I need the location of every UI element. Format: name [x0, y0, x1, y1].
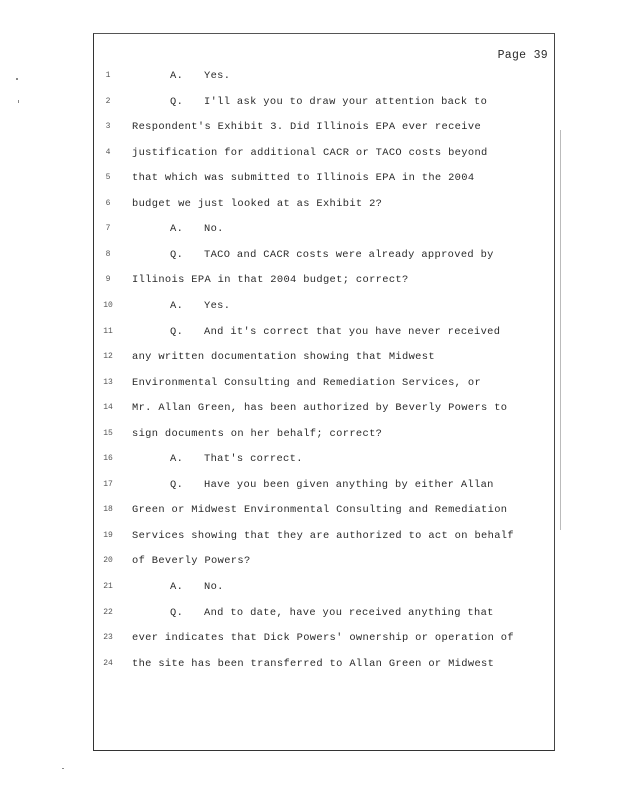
- line-number: 5: [105, 173, 111, 183]
- line-text: [170, 475, 494, 495]
- line-body: Mr. Allan Green, has been authorized by Beverly Powers to: [132, 402, 508, 415]
- line-number: 24: [103, 658, 113, 668]
- scan-speck: [18, 100, 19, 103]
- transcript-line: [94, 373, 556, 393]
- line-number: 7: [105, 224, 111, 234]
- scan-speck: [560, 130, 561, 530]
- line-text: [170, 219, 224, 239]
- line-text: [170, 449, 303, 469]
- line-number: 6: [105, 198, 111, 208]
- speaker-label: Q.: [170, 325, 184, 338]
- line-body: of Beverly Powers?: [132, 555, 251, 568]
- transcript-line: [94, 475, 556, 495]
- speaker-label: A.: [170, 299, 184, 312]
- line-number: 19: [103, 530, 113, 540]
- line-number: 21: [103, 582, 113, 591]
- line-body: No.: [204, 223, 224, 236]
- line-number: 20: [103, 556, 113, 566]
- speaker-label: A.: [170, 453, 184, 466]
- line-text: [132, 500, 507, 520]
- line-number: 17: [103, 479, 113, 489]
- transcript-line: [94, 449, 556, 469]
- transcript-line: [94, 347, 556, 367]
- line-number: 13: [103, 377, 113, 387]
- speaker-label: Q.: [170, 95, 184, 108]
- speaker-label: A.: [170, 581, 184, 593]
- line-number: 22: [103, 607, 113, 617]
- transcript-line: [94, 117, 556, 137]
- line-body: Have you been given anything by either Allan: [204, 478, 494, 491]
- line-body: Illinois EPA in that 2004 budget; correct?: [132, 274, 409, 287]
- line-text: [132, 628, 514, 648]
- line-number: 12: [103, 352, 113, 362]
- speaker-label: Q.: [170, 478, 184, 491]
- line-text: [132, 347, 435, 367]
- line-number: 15: [103, 428, 113, 438]
- scan-speck: [62, 768, 64, 769]
- line-body: any written documentation showing that Midwest: [132, 351, 435, 364]
- line-text: [170, 296, 230, 316]
- line-number: 11: [103, 326, 113, 336]
- line-text: [170, 92, 487, 112]
- line-body: that which was submitted to Illinois EPA in the 2004: [132, 172, 475, 185]
- line-number: 9: [105, 275, 111, 285]
- speaker-label: A.: [170, 70, 184, 82]
- line-text: [132, 270, 409, 290]
- line-text: [132, 398, 507, 418]
- line-body: And it's correct that you have never received: [204, 325, 501, 338]
- line-body: Yes.: [204, 299, 231, 312]
- speaker-label: Q.: [170, 248, 184, 261]
- line-text: [132, 424, 382, 444]
- line-number: 23: [103, 633, 113, 643]
- transcript-line: [94, 92, 556, 112]
- transcript-line: [94, 168, 556, 188]
- line-text: [170, 603, 494, 623]
- transcript-line: [94, 322, 556, 342]
- line-number: 14: [103, 403, 113, 413]
- transcript-line: [94, 628, 556, 648]
- line-text: [132, 194, 382, 214]
- line-number: 16: [103, 454, 113, 464]
- line-text: [170, 577, 224, 597]
- transcript-line: [94, 654, 556, 674]
- line-body: budget we just looked at as Exhibit 2?: [132, 197, 383, 210]
- transcript-line: [94, 424, 556, 444]
- line-number: 3: [105, 122, 111, 132]
- line-text: [132, 117, 481, 137]
- transcript-line: [94, 551, 556, 571]
- line-number: 18: [103, 505, 113, 515]
- transcript-line: [94, 296, 556, 316]
- transcript-line: [94, 577, 556, 597]
- transcript-line: [94, 500, 556, 520]
- speaker-label: Q.: [170, 606, 184, 619]
- line-body: Environmental Consulting and Remediation Services, or: [132, 376, 482, 389]
- line-text: [170, 245, 494, 265]
- transcript-line: [94, 398, 556, 418]
- transcript-line: [94, 194, 556, 214]
- line-body: ever indicates that Dick Powers' ownership or operation of: [132, 632, 514, 645]
- line-body: That's correct.: [204, 453, 303, 466]
- transcript-page: [93, 33, 555, 751]
- line-number: 10: [103, 300, 113, 310]
- line-body: Services showing that they are authorized to act on behalf: [132, 529, 514, 542]
- line-number: 1: [105, 71, 111, 80]
- line-body: the site has been transferred to Allan Green or Midwest: [132, 657, 495, 670]
- line-body: I'll ask you to draw your attention back to: [204, 95, 488, 108]
- line-body: Yes.: [204, 70, 231, 82]
- line-body: And to date, have you received anything that: [204, 606, 494, 619]
- line-text: [132, 654, 494, 674]
- line-body: Green or Midwest Environmental Consulting and Remediation: [132, 504, 508, 517]
- line-text: [132, 526, 514, 546]
- line-text: [132, 143, 488, 163]
- line-text: [132, 373, 481, 393]
- page-number: Page 39: [497, 49, 548, 62]
- line-body: sign documents on her behalf; correct?: [132, 427, 383, 440]
- line-body: Respondent's Exhibit 3. Did Illinois EPA ever receive: [132, 121, 482, 134]
- line-body: No.: [204, 581, 224, 593]
- line-number: 2: [105, 96, 111, 106]
- line-body: justification for additional CACR or TACO costs beyond: [132, 146, 488, 159]
- transcript-line: [94, 219, 556, 239]
- line-body: TACO and CACR costs were already approved by: [204, 248, 494, 261]
- line-text: [170, 322, 500, 342]
- line-text: [132, 551, 251, 571]
- line-number: 8: [105, 249, 111, 259]
- transcript-line: [94, 526, 556, 546]
- transcript-line: [94, 143, 556, 163]
- transcript-line: [94, 603, 556, 623]
- transcript-line: [94, 270, 556, 290]
- line-number: 4: [105, 147, 111, 157]
- scan-speck: [16, 78, 18, 80]
- line-text: [132, 168, 474, 188]
- line-text: [170, 66, 230, 86]
- speaker-label: A.: [170, 223, 184, 236]
- transcript-line: [94, 66, 556, 86]
- transcript-line: [94, 245, 556, 265]
